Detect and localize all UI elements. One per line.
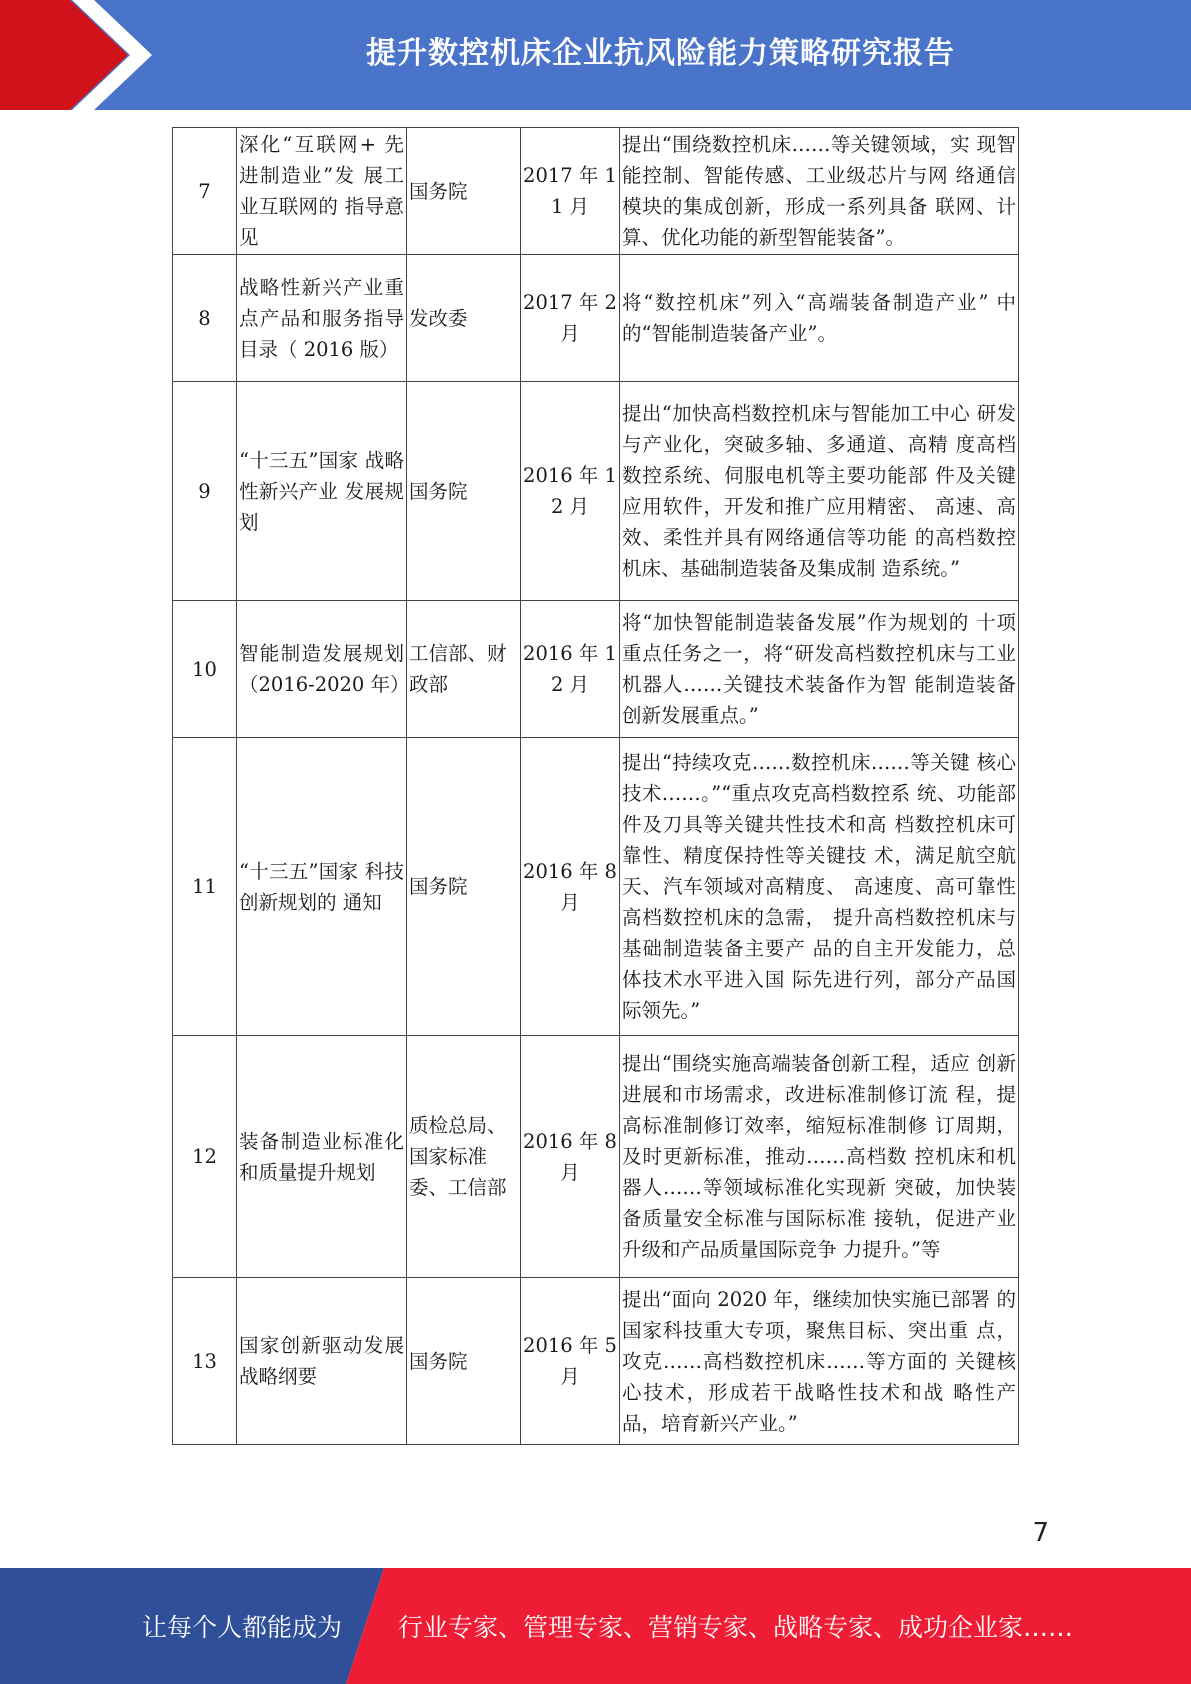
issue-date: 2017 年 2 月 [521,255,620,382]
policy-content: 将“数控机床”列入“高端装备制造产业” 中的“智能制造装备产业”。 [620,255,1019,382]
page-footer [0,1568,1191,1684]
issuing-body: 国务院 [407,382,521,601]
row-number: 10 [173,601,237,738]
row-number: 12 [173,1036,237,1278]
page-number: 7 [1032,1518,1049,1548]
policy-name: 深化“互联网+ 先进制造业”发 展工业互联网的 指导意见 [237,128,407,255]
policy-name: 装备制造业标准化和质量提升规划 [237,1036,407,1278]
issue-date: 2016 年 8 月 [521,1036,620,1278]
policy-name: 国家创新驱动发展战略纲要 [237,1278,407,1445]
issuing-body: 国务院 [407,1278,521,1445]
table-row [173,255,1019,382]
policy-content: 提出“加快高档数控机床与智能加工中心 研发与产业化，突破多轴、多通道、高精 度高档数控系统、伺服电机等主要功能部 件及关键应用软件，开发和推广应用精密、 高速、高效、柔性并具有网络通信等功能 的高档数控机床、基础制造装备及集成制 造系统。” [620,382,1019,601]
document-title: 提升数控机床企业抗风险能力策略研究报告 [366,36,955,71]
row-number: 8 [173,255,237,382]
issuing-body: 国务院 [407,128,521,255]
issue-date: 2016 年 12 月 [521,601,620,738]
footer-slogan-left: 让每个人都能成为 [142,1613,343,1642]
policy-name: “十三五”国家 战略性新兴产业 发展规划 [237,382,407,601]
issuing-body: 工信部、财政部 [407,601,521,738]
policy-table [172,127,1019,1445]
row-number: 7 [173,128,237,255]
row-number: 11 [173,738,237,1036]
issuing-body: 质检总局、国家标准委、工信部 [407,1036,521,1278]
table-row [173,1278,1019,1445]
policy-name: 战略性新兴产业重点产品和服务指导目录（ 2016 版） [237,255,407,382]
row-number: 9 [173,382,237,601]
row-number: 13 [173,1278,237,1445]
policy-content: 提出“围绕实施高端装备创新工程，适应 创新进展和市场需求，改进标准制修订流 程，提高标准制修订效率，缩短标准制修 订周期，及时更新标准，推动……高档数 控机床和机器人……等领域标准化实现新 突破，加快装备质量安全标准与国际标准 接轨，促进产业升级和产品质量国际竞争 力提升。”等 [620,1036,1019,1278]
policy-name: 智能制造发展规划（2016-2020 年） [237,601,407,738]
table-row [173,382,1019,601]
policy-content: 提出“围绕数控机床……等关键领域，实 现智能控制、智能传感、工业级芯片与网 络通信模块的集成创新，形成一系列具备 联网、计算、优化功能的新型智能装备”。 [620,128,1019,255]
table-row [173,601,1019,738]
issue-date: 2017 年 11 月 [521,128,620,255]
policy-content: 提出“持续攻克……数控机床……等关键 核心技术……。”“重点攻克高档数控系 统、功能部件及刀具等关键共性技术和高 档数控机床可靠性、精度保持性等关键技 术，满足航空航天、汽车领域对高精度、 高速度、高可靠性高档数控机床的急需， 提升高档数控机床与基础制造装备主要产 品的自主开发能力，总体技术水平进入国 际先进行列，部分产品国际领先。” [620,738,1019,1036]
policy-name: “十三五”国家 科技创新规划的 通知 [237,738,407,1036]
issue-date: 2016 年 8 月 [521,738,620,1036]
issue-date: 2016 年 5 月 [521,1278,620,1445]
table-row [173,128,1019,255]
table-row [173,1036,1019,1278]
issuing-body: 国务院 [407,738,521,1036]
header-chevron-decoration [0,0,160,110]
table-row [173,738,1019,1036]
page-header [0,0,1191,110]
policy-content: 提出“面向 2020 年，继续加快实施已部署 的国家科技重大专项，聚焦目标、突出重 点，攻克……高档数控机床……等方面的 关键核心技术，形成若干战略性技术和战 略性产品，培育新兴产业。” [620,1278,1019,1445]
policy-content: 将“加快智能制造装备发展”作为规划的 十项重点任务之一，将“研发高档数控机床与工业机器人……关键技术装备作为智 能制造装备创新发展重点。” [620,601,1019,738]
footer-slogan-right: 行业专家、管理专家、营销专家、战略专家、成功企业家…… [398,1613,1074,1642]
issue-date: 2016 年 12 月 [521,382,620,601]
issuing-body: 发改委 [407,255,521,382]
